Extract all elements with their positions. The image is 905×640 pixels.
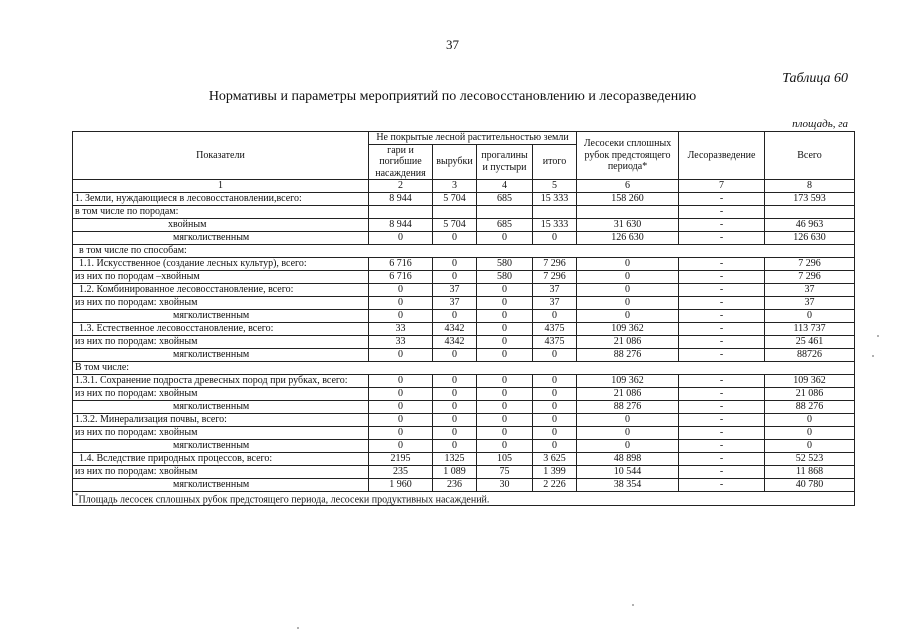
value-cell: 1 089 bbox=[433, 465, 477, 478]
footnote-text: Площадь лесосек сплошных рубок предстоящего периода, лесосеки продуктивных насаждений. bbox=[78, 493, 490, 505]
value-cell: 0 bbox=[477, 296, 533, 309]
value-cell: 173 593 bbox=[765, 192, 855, 205]
value-cell: 4375 bbox=[533, 335, 577, 348]
value-cell bbox=[765, 205, 855, 218]
value-cell: - bbox=[679, 283, 765, 296]
header-cutovers: вырубки bbox=[433, 144, 477, 180]
value-cell: 6 716 bbox=[369, 270, 433, 283]
header-indicators: Показатели bbox=[73, 132, 369, 180]
value-cell: 236 bbox=[433, 478, 477, 491]
value-cell: 0 bbox=[369, 426, 433, 439]
scan-speck bbox=[872, 355, 874, 357]
value-cell: 0 bbox=[577, 296, 679, 309]
table-row bbox=[73, 205, 855, 218]
value-cell: 37 bbox=[533, 296, 577, 309]
value-cell: 113 737 bbox=[765, 322, 855, 335]
table-row bbox=[73, 439, 855, 452]
row-label: из них по породам: хвойным bbox=[73, 387, 369, 400]
value-cell: 0 bbox=[433, 387, 477, 400]
table-row bbox=[73, 361, 855, 374]
value-cell: 0 bbox=[433, 257, 477, 270]
value-cell: 75 bbox=[477, 465, 533, 478]
value-cell: 0 bbox=[433, 348, 477, 361]
row-label: из них по породам: хвойным bbox=[73, 335, 369, 348]
page-number: 37 bbox=[446, 37, 459, 52]
column-number-cell: 2 bbox=[369, 180, 433, 193]
row-label: 1.3.2. Минерализация почвы, всего: bbox=[73, 413, 369, 426]
value-cell: 8 944 bbox=[369, 192, 433, 205]
value-cell: 0 bbox=[577, 309, 679, 322]
value-cell: 0 bbox=[533, 348, 577, 361]
table-row bbox=[73, 309, 855, 322]
value-cell: 37 bbox=[765, 296, 855, 309]
value-cell: 38 354 bbox=[577, 478, 679, 491]
table-row bbox=[73, 374, 855, 387]
value-cell: 0 bbox=[533, 426, 577, 439]
value-cell: 4342 bbox=[433, 335, 477, 348]
value-cell: 158 260 bbox=[577, 192, 679, 205]
footnote-mark: * bbox=[75, 491, 79, 500]
value-cell: 0 bbox=[477, 283, 533, 296]
value-cell: 0 bbox=[369, 348, 433, 361]
table-row bbox=[73, 335, 855, 348]
value-cell: 33 bbox=[369, 335, 433, 348]
value-cell: 46 963 bbox=[765, 218, 855, 231]
value-cell: 3 625 bbox=[533, 452, 577, 465]
value-cell bbox=[433, 205, 477, 218]
value-cell: - bbox=[679, 231, 765, 244]
row-label: мягколиственным bbox=[73, 309, 369, 322]
value-cell: 0 bbox=[433, 413, 477, 426]
value-cell: 6 716 bbox=[369, 257, 433, 270]
value-cell bbox=[533, 205, 577, 218]
table-row bbox=[73, 413, 855, 426]
value-cell: 109 362 bbox=[577, 374, 679, 387]
value-cell: - bbox=[679, 270, 765, 283]
header-subtotal: итого bbox=[533, 144, 577, 180]
value-cell: 126 630 bbox=[765, 231, 855, 244]
row-label: 1.3.1. Сохранение подроста древесных пород при рубках, всего: bbox=[73, 374, 369, 387]
value-cell: 21 086 bbox=[765, 387, 855, 400]
value-cell: 0 bbox=[477, 309, 533, 322]
table-row bbox=[73, 465, 855, 478]
value-cell: 0 bbox=[533, 439, 577, 452]
value-cell: 235 bbox=[369, 465, 433, 478]
value-cell: 25 461 bbox=[765, 335, 855, 348]
scan-speck bbox=[297, 627, 299, 629]
value-cell: - bbox=[679, 465, 765, 478]
value-cell: 0 bbox=[577, 439, 679, 452]
value-cell: - bbox=[679, 192, 765, 205]
value-cell: 105 bbox=[477, 452, 533, 465]
value-cell: 15 333 bbox=[533, 218, 577, 231]
row-label: 1.3. Естественное лесовосстановление, всего: bbox=[73, 322, 369, 335]
value-cell: 0 bbox=[477, 426, 533, 439]
value-cell: 10 544 bbox=[577, 465, 679, 478]
value-cell: 0 bbox=[369, 283, 433, 296]
column-number-cell: 4 bbox=[477, 180, 533, 193]
value-cell bbox=[477, 205, 533, 218]
row-label: из них по породам: хвойным bbox=[73, 465, 369, 478]
row-label: 1.1. Искусственное (создание лесных культур), всего: bbox=[73, 257, 369, 270]
table-row bbox=[73, 426, 855, 439]
value-cell: 33 bbox=[369, 322, 433, 335]
value-cell: 0 bbox=[765, 413, 855, 426]
value-cell: 0 bbox=[477, 374, 533, 387]
table-row bbox=[73, 231, 855, 244]
value-cell: 0 bbox=[433, 374, 477, 387]
value-cell: 0 bbox=[369, 309, 433, 322]
scan-speck bbox=[632, 604, 634, 606]
value-cell: - bbox=[679, 374, 765, 387]
value-cell: 37 bbox=[533, 283, 577, 296]
value-cell: 0 bbox=[433, 439, 477, 452]
value-cell: 0 bbox=[433, 270, 477, 283]
units-label: площадь, га bbox=[792, 118, 848, 130]
value-cell: 0 bbox=[477, 322, 533, 335]
row-label: мягколиственным bbox=[73, 348, 369, 361]
value-cell: 685 bbox=[477, 218, 533, 231]
column-number-cell: 1 bbox=[73, 180, 369, 193]
value-cell: 88 276 bbox=[577, 348, 679, 361]
table-row bbox=[73, 400, 855, 413]
value-cell: 0 bbox=[533, 413, 577, 426]
column-number-cell: 5 bbox=[533, 180, 577, 193]
value-cell: - bbox=[679, 322, 765, 335]
value-cell: 31 630 bbox=[577, 218, 679, 231]
value-cell bbox=[577, 205, 679, 218]
table-row bbox=[73, 283, 855, 296]
value-cell: 109 362 bbox=[765, 374, 855, 387]
column-number-cell: 8 bbox=[765, 180, 855, 193]
value-cell: - bbox=[679, 348, 765, 361]
table-row bbox=[73, 244, 855, 257]
row-label: из них по породам –хвойным bbox=[73, 270, 369, 283]
row-label: в том числе по способам: bbox=[73, 244, 855, 257]
row-label: мягколиственным bbox=[73, 439, 369, 452]
value-cell: 0 bbox=[533, 309, 577, 322]
value-cell: - bbox=[679, 296, 765, 309]
value-cell: 40 780 bbox=[765, 478, 855, 491]
value-cell: 2 226 bbox=[533, 478, 577, 491]
value-cell: 8 944 bbox=[369, 218, 433, 231]
value-cell: 0 bbox=[477, 348, 533, 361]
row-label: 1.2. Комбинированное лесовосстановление, всего: bbox=[73, 283, 369, 296]
column-number-cell: 3 bbox=[433, 180, 477, 193]
value-cell: 0 bbox=[477, 413, 533, 426]
value-cell: 7 296 bbox=[765, 257, 855, 270]
value-cell: 0 bbox=[477, 439, 533, 452]
table-row bbox=[73, 322, 855, 335]
value-cell: - bbox=[679, 309, 765, 322]
value-cell: 0 bbox=[577, 270, 679, 283]
standards-table bbox=[72, 131, 855, 506]
value-cell: - bbox=[679, 400, 765, 413]
value-cell: 37 bbox=[765, 283, 855, 296]
value-cell: 0 bbox=[765, 426, 855, 439]
value-cell: - bbox=[679, 426, 765, 439]
table-row bbox=[73, 257, 855, 270]
value-cell: - bbox=[679, 218, 765, 231]
value-cell: 0 bbox=[369, 296, 433, 309]
value-cell: 0 bbox=[477, 387, 533, 400]
value-cell: 11 868 bbox=[765, 465, 855, 478]
row-label: 1.4. Вследствие природных процессов, всего: bbox=[73, 452, 369, 465]
value-cell: 21 086 bbox=[577, 387, 679, 400]
value-cell: 30 bbox=[477, 478, 533, 491]
value-cell: 0 bbox=[369, 387, 433, 400]
header-clearcuts: Лесосеки сплошных рубок предстоящего периода* bbox=[577, 132, 679, 180]
value-cell: 0 bbox=[577, 413, 679, 426]
value-cell: 48 898 bbox=[577, 452, 679, 465]
value-cell: 126 630 bbox=[577, 231, 679, 244]
value-cell: 0 bbox=[533, 374, 577, 387]
header-burned: гари и погибшие насаждения bbox=[369, 144, 433, 180]
row-label: мягколиственным bbox=[73, 478, 369, 491]
value-cell: 0 bbox=[433, 400, 477, 413]
table-row bbox=[73, 348, 855, 361]
value-cell: 0 bbox=[533, 400, 577, 413]
value-cell: 0 bbox=[369, 400, 433, 413]
value-cell: 37 bbox=[433, 283, 477, 296]
value-cell: - bbox=[679, 205, 765, 218]
value-cell: 0 bbox=[533, 231, 577, 244]
scan-speck bbox=[877, 335, 879, 337]
value-cell: 0 bbox=[369, 374, 433, 387]
value-cell: 7 296 bbox=[533, 257, 577, 270]
table-row bbox=[73, 387, 855, 400]
value-cell: 0 bbox=[433, 426, 477, 439]
value-cell: - bbox=[679, 439, 765, 452]
column-number-row bbox=[73, 180, 855, 193]
value-cell: 1 960 bbox=[369, 478, 433, 491]
row-label: хвойным bbox=[73, 218, 369, 231]
table-row bbox=[73, 270, 855, 283]
value-cell: - bbox=[679, 387, 765, 400]
value-cell: - bbox=[679, 478, 765, 491]
value-cell: 52 523 bbox=[765, 452, 855, 465]
value-cell: 1325 bbox=[433, 452, 477, 465]
value-cell: 5 704 bbox=[433, 192, 477, 205]
value-cell: 4342 bbox=[433, 322, 477, 335]
value-cell: 0 bbox=[533, 387, 577, 400]
table-label: Таблица 60 bbox=[782, 71, 848, 86]
value-cell: 1 399 bbox=[533, 465, 577, 478]
value-cell: 7 296 bbox=[533, 270, 577, 283]
header-glades: прогалины и пустыри bbox=[477, 144, 533, 180]
value-cell: 0 bbox=[765, 439, 855, 452]
header-not-covered-group: Не покрытые лесной растительностью земли bbox=[369, 132, 577, 145]
row-label: мягколиственным bbox=[73, 400, 369, 413]
value-cell: 0 bbox=[765, 309, 855, 322]
table-row bbox=[73, 218, 855, 231]
value-cell: 5 704 bbox=[433, 218, 477, 231]
value-cell: 88726 bbox=[765, 348, 855, 361]
value-cell: - bbox=[679, 413, 765, 426]
value-cell: 21 086 bbox=[577, 335, 679, 348]
value-cell: - bbox=[679, 452, 765, 465]
value-cell: 685 bbox=[477, 192, 533, 205]
row-label: мягколиственным bbox=[73, 231, 369, 244]
value-cell: 109 362 bbox=[577, 322, 679, 335]
value-cell bbox=[369, 205, 433, 218]
value-cell: 580 bbox=[477, 257, 533, 270]
row-label: В том числе: bbox=[73, 361, 855, 374]
value-cell: - bbox=[679, 257, 765, 270]
row-label: из них по породам: хвойным bbox=[73, 296, 369, 309]
row-label: из них по породам: хвойным bbox=[73, 426, 369, 439]
row-label: 1. Земли, нуждающиеся в лесовосстановлении,всего: bbox=[73, 192, 369, 205]
value-cell: 2195 bbox=[369, 452, 433, 465]
table-row bbox=[73, 478, 855, 491]
value-cell: - bbox=[679, 335, 765, 348]
value-cell: 0 bbox=[369, 413, 433, 426]
value-cell: 0 bbox=[577, 426, 679, 439]
value-cell: 0 bbox=[577, 257, 679, 270]
value-cell: 0 bbox=[477, 231, 533, 244]
value-cell: 88 276 bbox=[765, 400, 855, 413]
value-cell: 4375 bbox=[533, 322, 577, 335]
value-cell: 0 bbox=[477, 335, 533, 348]
value-cell: 0 bbox=[477, 400, 533, 413]
value-cell: 0 bbox=[577, 283, 679, 296]
header-total: Всего bbox=[765, 132, 855, 180]
value-cell: 0 bbox=[433, 231, 477, 244]
value-cell: 0 bbox=[369, 439, 433, 452]
value-cell: 580 bbox=[477, 270, 533, 283]
value-cell: 0 bbox=[369, 231, 433, 244]
header-row-1 bbox=[73, 132, 855, 145]
column-number-cell: 6 bbox=[577, 180, 679, 193]
value-cell: 0 bbox=[433, 309, 477, 322]
column-number-cell: 7 bbox=[679, 180, 765, 193]
row-label: в том числе по породам: bbox=[73, 205, 369, 218]
footnote-row bbox=[73, 491, 855, 506]
table-body bbox=[73, 180, 855, 492]
document-title: Нормативы и параметры мероприятий по лесовосстановлению и лесоразведению bbox=[208, 89, 697, 104]
value-cell: 37 bbox=[433, 296, 477, 309]
table-row bbox=[73, 192, 855, 205]
table-row bbox=[73, 296, 855, 309]
value-cell: 88 276 bbox=[577, 400, 679, 413]
footnote-cell bbox=[73, 491, 855, 506]
value-cell: 7 296 bbox=[765, 270, 855, 283]
header-afforestation: Лесоразведение bbox=[679, 132, 765, 180]
table-row bbox=[73, 452, 855, 465]
value-cell: 15 333 bbox=[533, 192, 577, 205]
